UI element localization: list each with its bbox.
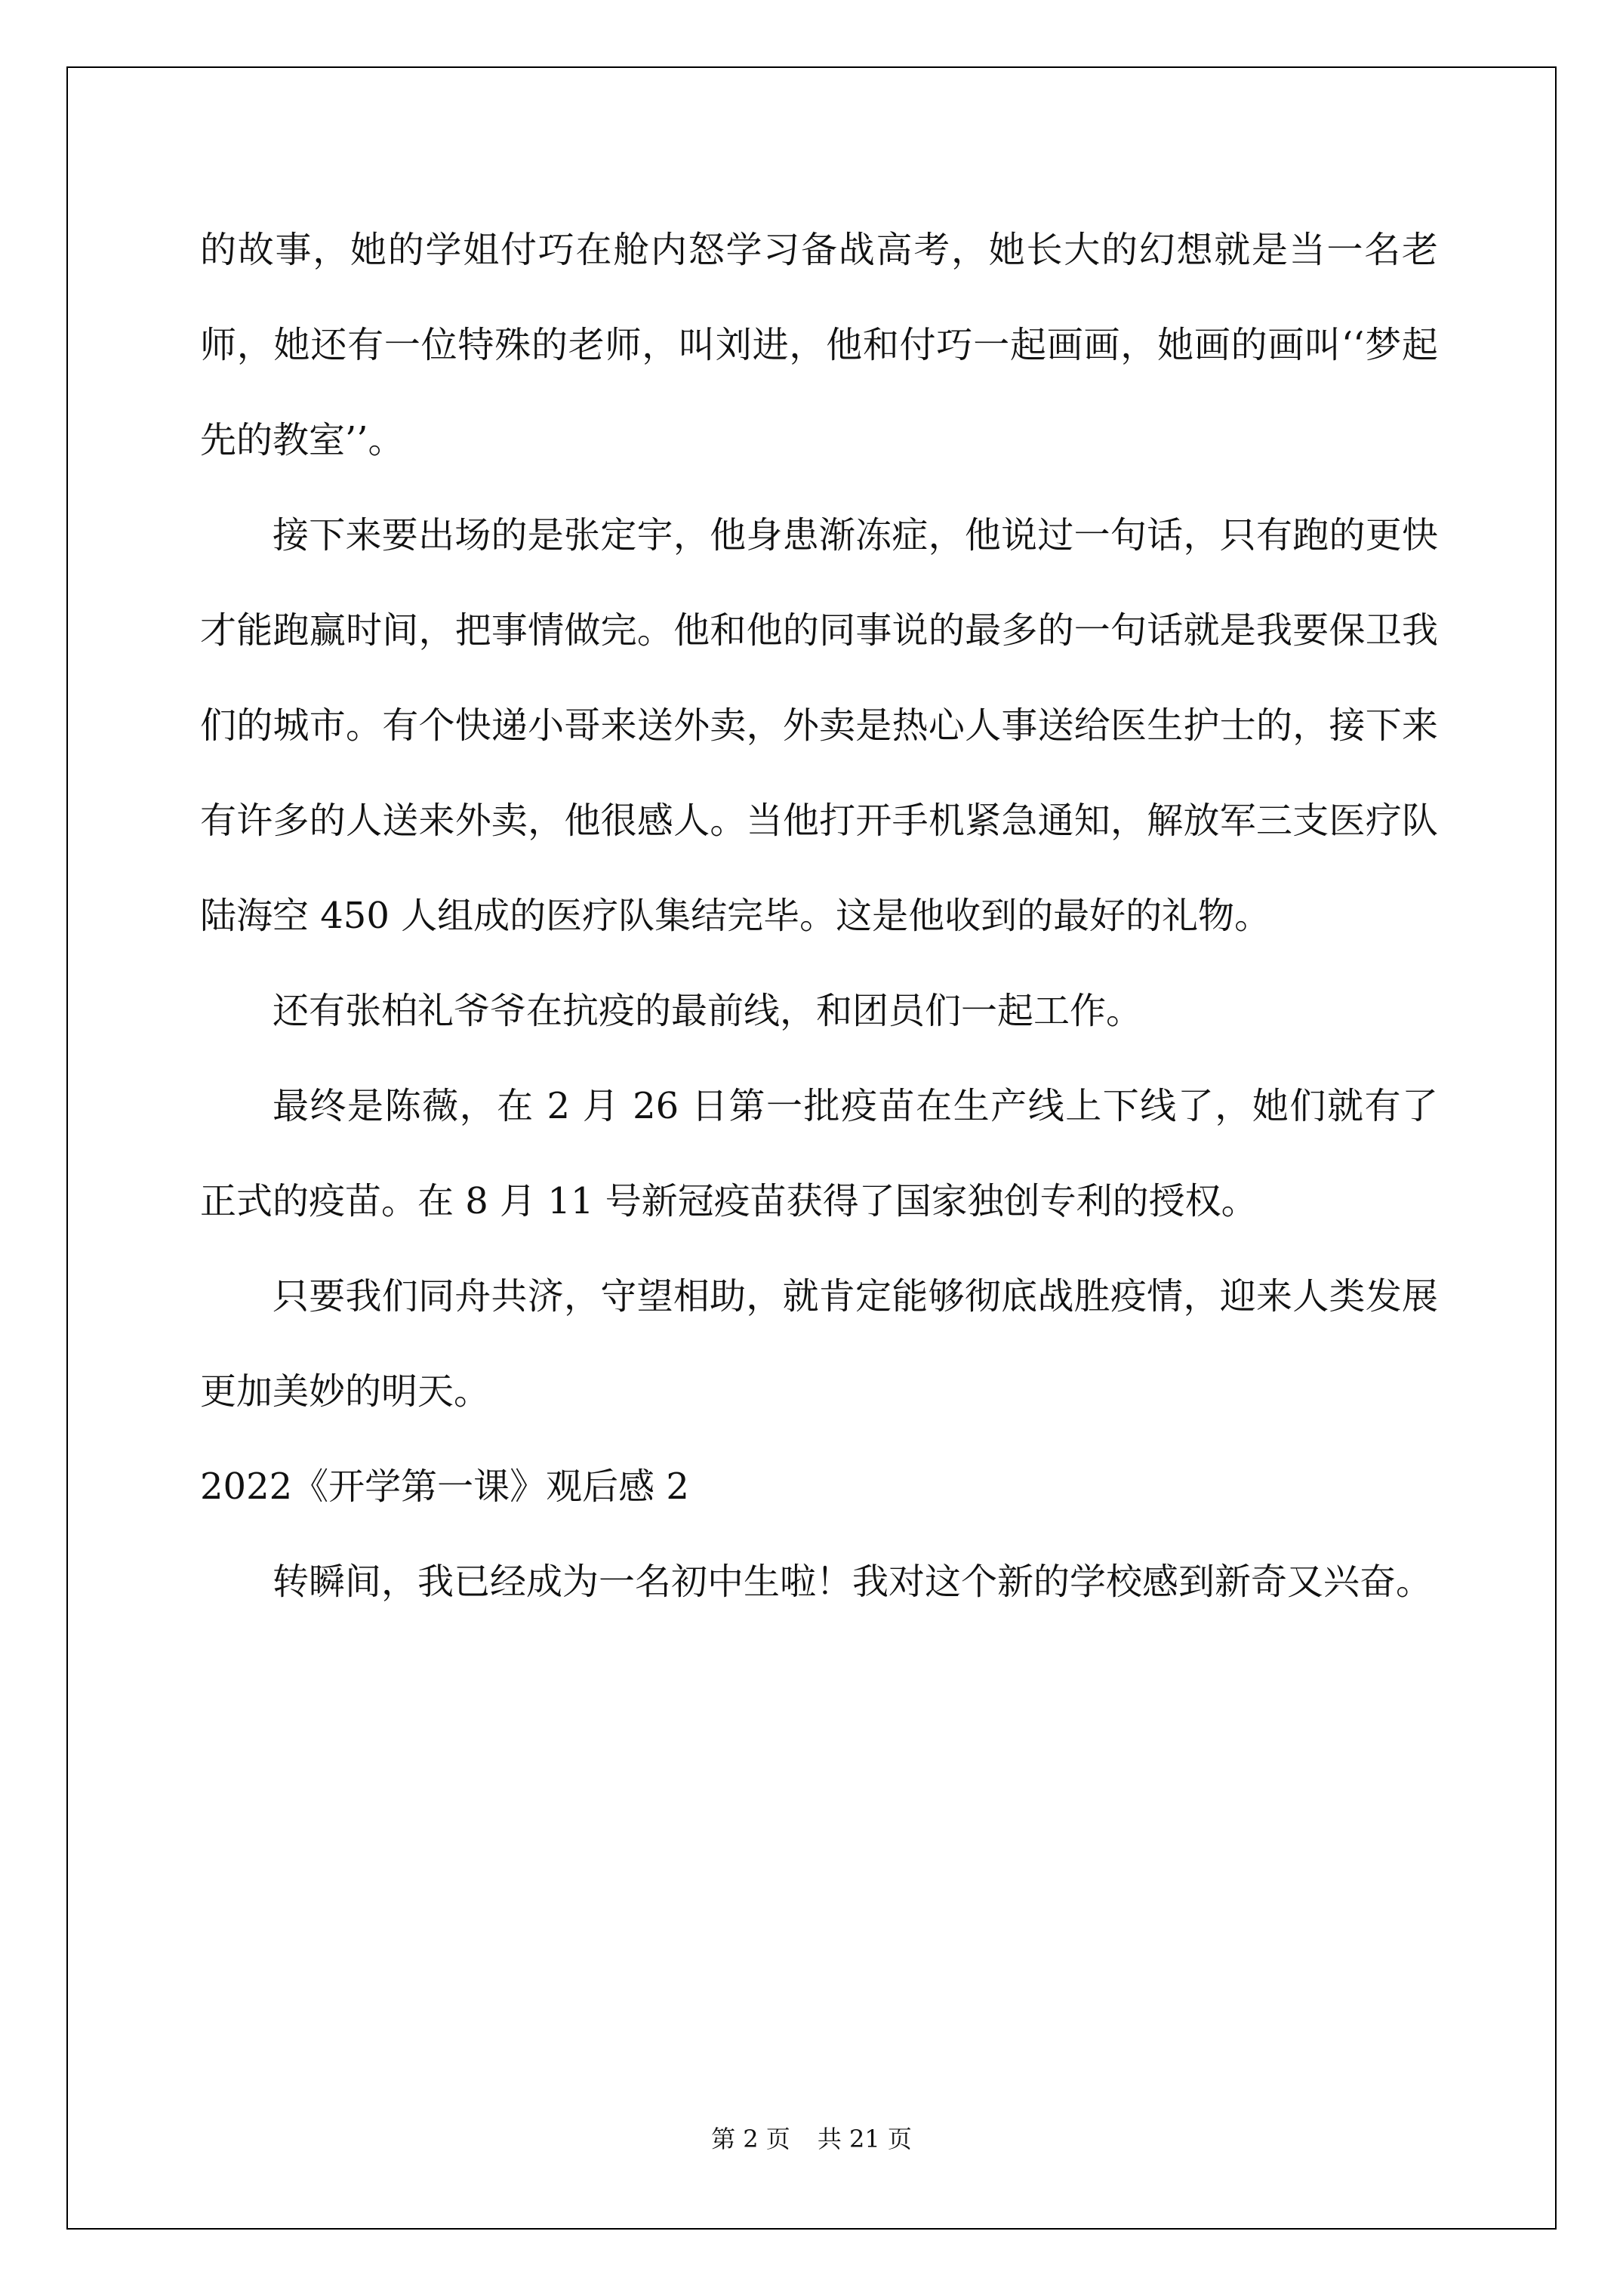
paragraph-1: 的故事，她的学姐付巧在舱内怒学习备战高考，她长大的幻想就是当一名老师，她还有一位特殊的老师，叫刘进，他和付巧一起画画，她画的画叫‘‘梦起先的教室’’。: [200, 229, 1438, 461]
paragraph-2: 接下来要出场的是张定宇，他身患渐冻症，他说过一句话，只有跑的更快才能跑赢时间，把事情做完。他和他的同事说的最多的一句话就是我要保卫我们的城市。有个快递小哥来送外卖，外卖是热心人事送给医生护士的，接下来有许多的人送来外卖，他很感人。当他打开手机紧急通知，解放军三支医疗队陆海空 450 人组成的医疗队集结完毕。这是他收到的最好的礼物。: [200, 514, 1438, 937]
section-heading: 2022《开学第一课》观后感 2: [200, 1465, 689, 1508]
page-footer: [0, 2120, 1623, 2155]
paragraph-3: 还有张柏礼爷爷在抗疫的最前线，和团员们一起工作。: [273, 990, 1143, 1032]
paragraph-6: 转瞬间，我已经成为一名初中生啦！我对这个新的学校感到新奇又兴奋。: [273, 1561, 1433, 1603]
document-body: [200, 202, 1438, 1629]
page-total: 共 21 页: [817, 2125, 912, 2153]
paragraph-4: 最终是陈薇，在 2 月 26 日第一批疫苗在生产线上下线了，她们就有了正式的疫苗。在 8 月 11 号新冠疫苗获得了国家独创专利的授权。: [200, 1085, 1438, 1222]
paragraph-5: 只要我们同舟共济，守望相助，就肯定能够彻底战胜疫情，迎来人类发展更加美妙的明天。: [200, 1275, 1438, 1413]
page-number: 第 2 页: [711, 2125, 790, 2153]
